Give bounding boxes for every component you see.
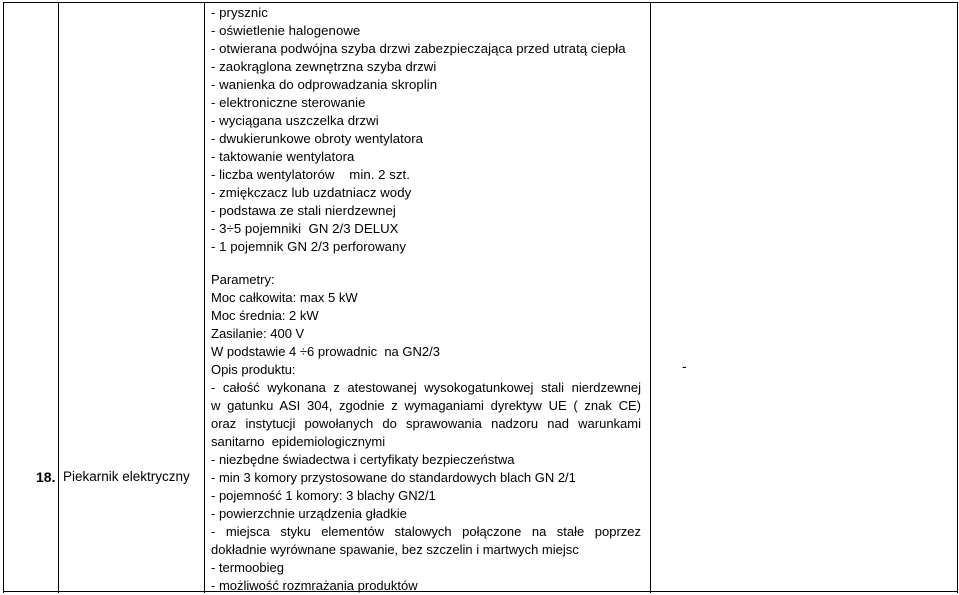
list-item: - prysznic [211, 5, 268, 20]
list-item: - podstawa ze stali nierdzewnej [211, 203, 396, 218]
table-border-col3 [204, 2, 205, 593]
parameters-section [211, 271, 641, 361]
list-item: - otwierana podwójna szyba drzwi zabezpieczająca przed utratą ciepła [211, 41, 626, 56]
description-line: - możliwość rozmrażania produktów [211, 578, 418, 593]
list-item: - liczba wentylatorów min. 2 szt. [211, 167, 410, 182]
list-item: - dwukierunkowe obroty wentylatora [211, 131, 424, 146]
table-border-left [3, 2, 4, 593]
upper-feature-list [211, 4, 641, 256]
table-border-col1 [58, 2, 59, 593]
description-section [211, 361, 641, 595]
description-line: - niezbędne świadectwa i certyfikaty bezpieczeństwa [211, 452, 515, 467]
list-item: - elektroniczne sterowanie [211, 95, 366, 110]
list-item: - taktowanie wentylatora [211, 149, 355, 164]
param-line: W podstawie 4 ÷6 prowadnic na GN2/3 [211, 344, 440, 359]
param-line: Zasilanie: 400 V [211, 326, 305, 341]
description-line: oraz instytucji powołanych do sprawowania nadzoru nad warunkami [211, 416, 641, 431]
list-item: - 1 pojemnik GN 2/3 perforowany [211, 239, 407, 254]
description-line: - powierzchnie urządzenia gładkie [211, 506, 407, 521]
description-heading: Opis produktu: [211, 362, 296, 377]
list-item: - oświetlenie halogenowe [211, 23, 361, 38]
description-line: dokładnie wyrównane spawanie, bez szczelin i martwych miejsc [211, 542, 579, 557]
description-line: - min 3 komory przystosowane do standardowych blach GN 2/1 [211, 470, 576, 485]
row-number: 18. [36, 469, 56, 485]
list-item: - 3÷5 pojemniki GN 2/3 DELUX [211, 221, 399, 236]
list-item: - wanienka do odprowadzania skroplin [211, 77, 438, 92]
table-border-col4 [650, 2, 651, 593]
parameters-heading: Parametry: [211, 272, 275, 287]
list-item: - zaokrąglona zewnętrzna szyba drzwi [211, 59, 437, 74]
list-item: - zmiękczacz lub uzdatniacz wody [211, 185, 412, 200]
description-line: - pojemność 1 komory: 3 blachy GN2/1 [211, 488, 436, 503]
description-line: w gatunku ASI 304, zgodnie z wymaganiami dyrektyw UE ( znak CE) [211, 398, 641, 413]
description-line: sanitarno epidemiologicznymi [211, 434, 386, 449]
description-line: - miejsca styku elementów stalowych połączone na stałe poprzez [211, 524, 641, 539]
table-border-right [957, 2, 958, 593]
param-line: Moc średnia: 2 kW [211, 308, 319, 323]
param-line: Moc całkowita: max 5 kW [211, 290, 358, 305]
description-line: - termoobieg [211, 560, 284, 575]
list-item: - wyciągana uszczelka drzwi [211, 113, 379, 128]
product-name: Piekarnik elektryczny [63, 469, 190, 484]
description-line: - całość wykonana z atestowanej wysokogatunkowej stali nierdzewnej [211, 380, 641, 395]
table-border-top [3, 2, 958, 3]
right-cell-value: - [682, 358, 687, 374]
